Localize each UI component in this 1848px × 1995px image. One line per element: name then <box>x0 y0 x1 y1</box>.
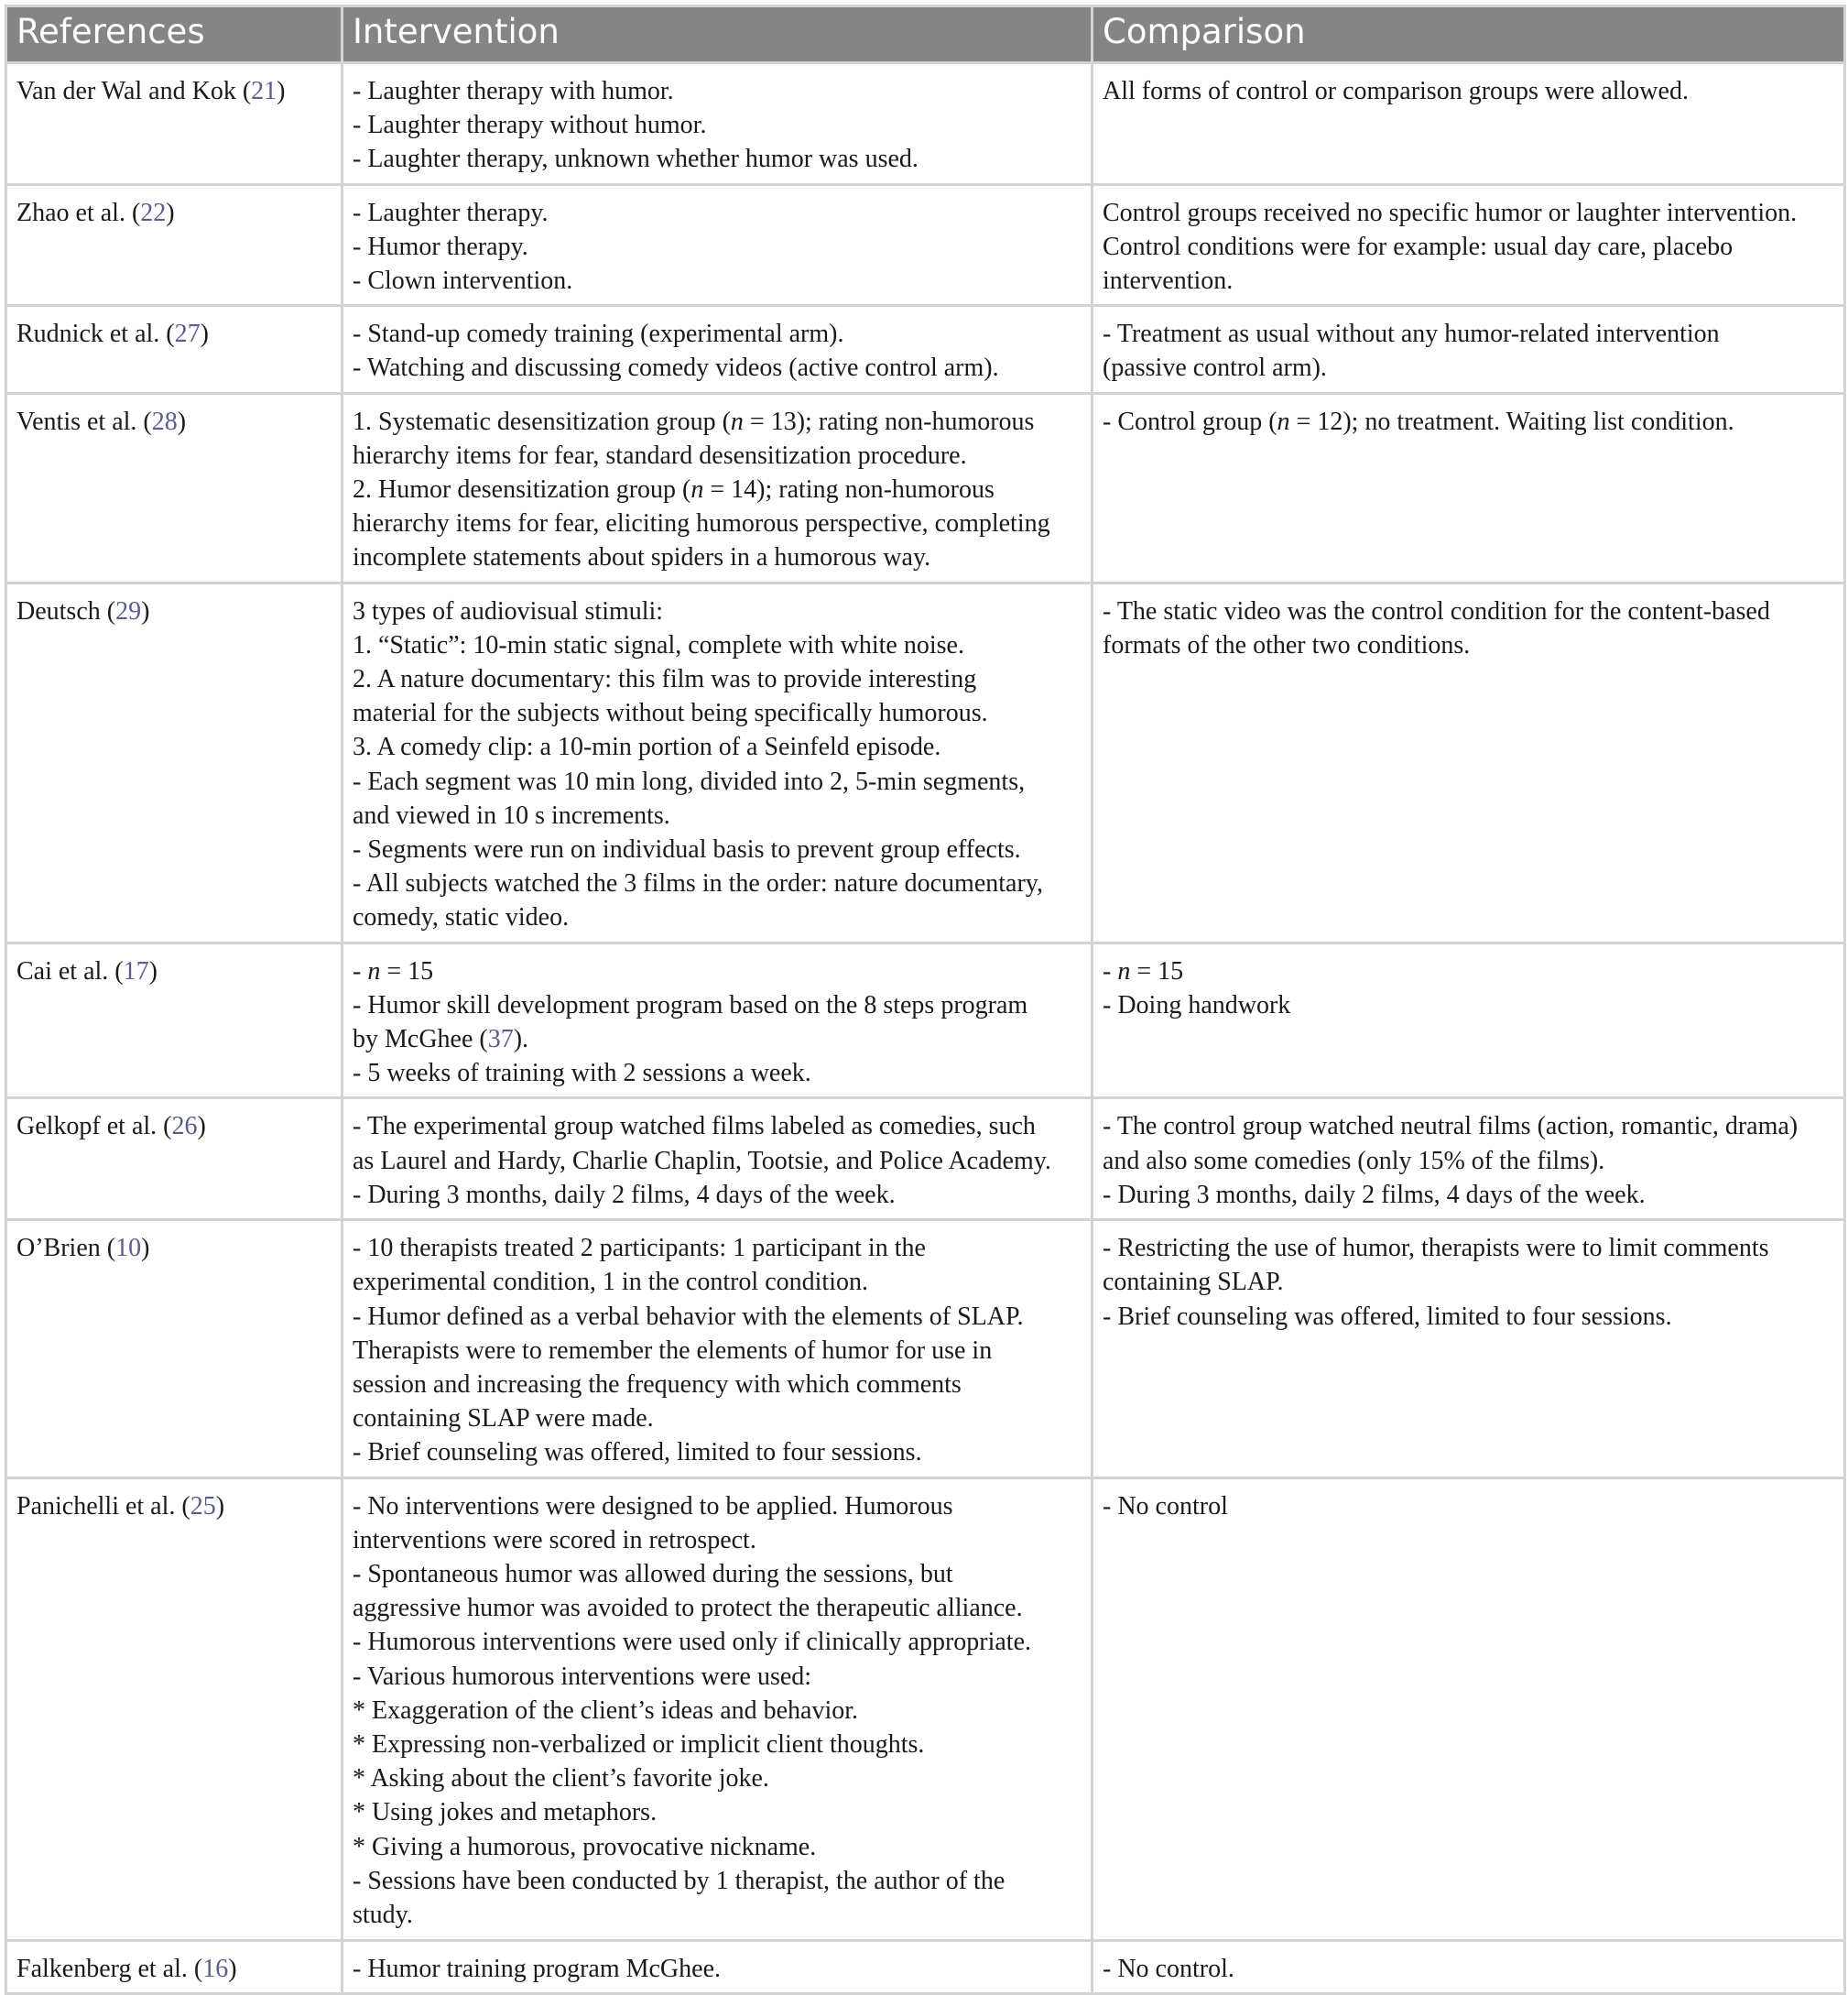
reference-author: O’Brien ( <box>16 1234 116 1263</box>
reference-author: Ventis et al. ( <box>16 407 152 436</box>
comparison-cell <box>1092 1220 1845 1477</box>
citation-link[interactable]: 10 <box>115 1234 142 1263</box>
intervention-line: - Watching and discussing comedy videos (active control arm). <box>353 354 999 383</box>
intervention-line: - Laughter therapy, unknown whether humor was used. <box>353 145 919 174</box>
intervention-line: 2. A nature documentary: this film was to provide interesting <box>353 665 977 694</box>
table-row <box>6 184 1845 306</box>
intervention-line: interventions were scored in retrospect. <box>353 1525 756 1554</box>
intervention-line: 1. Systematic desensitization group (n = 13); rating non-humorous <box>353 407 1035 436</box>
comparison-line: (passive control arm). <box>1103 354 1327 383</box>
header-intervention: Intervention <box>342 6 1092 63</box>
comparison-line: - Treatment as usual without any humor-related intervention <box>1103 320 1720 349</box>
reference-author: Van der Wal and Kok ( <box>16 77 252 105</box>
intervention-line: hierarchy items for fear, standard desensitization procedure. <box>353 441 967 470</box>
intervention-cell <box>342 1940 1092 1993</box>
reference-cell: Cai et al. (17) <box>6 943 342 1098</box>
reference-author: Cai et al. ( <box>16 956 124 986</box>
intervention-cell <box>342 393 1092 583</box>
comparison-cell <box>1092 1940 1845 1993</box>
intervention-line: * Using jokes and metaphors. <box>353 1798 658 1827</box>
comparison-cell <box>1092 63 1845 185</box>
reference-cell: O’Brien (10) <box>6 1220 342 1477</box>
comparison-line: - Brief counseling was offered, limited to four sessions. <box>1103 1302 1672 1331</box>
citation-link[interactable]: 25 <box>190 1491 216 1521</box>
table-row <box>6 63 1845 185</box>
table-row <box>6 1477 1845 1940</box>
intervention-line: 3 types of audiovisual stimuli: <box>353 596 664 626</box>
table-row <box>6 583 1845 943</box>
intervention-line: - Laughter therapy with humor. <box>353 77 674 105</box>
intervention-cell <box>342 63 1092 185</box>
intervention-line: study. <box>353 1900 413 1929</box>
intervention-line: - Humorous interventions were used only if clinically appropriate. <box>353 1628 1032 1657</box>
intervention-line: by McGhee (37). <box>353 1025 529 1054</box>
intervention-line: - No interventions were designed to be applied. Humorous <box>353 1491 953 1521</box>
intervention-line: - 5 weeks of training with 2 sessions a week. <box>353 1059 811 1088</box>
intervention-line: 2. Humor desensitization group (n = 14); rating non-humorous <box>353 475 995 505</box>
intervention-line: 1. “Static”: 10-min static signal, complete with white noise. <box>353 630 964 660</box>
reference-author: Falkenberg et al. ( <box>16 1954 203 1983</box>
comparison-line: - The static video was the control condition for the content-based <box>1103 596 1770 626</box>
table-row <box>6 393 1845 583</box>
intervention-line: - Each segment was 10 min long, divided into 2, 5-min segments, <box>353 767 1026 796</box>
comparison-line: containing SLAP. <box>1103 1268 1284 1297</box>
reference-author: Deutsch ( <box>16 596 116 626</box>
comparison-line: - Restricting the use of humor, therapists were to limit comments <box>1103 1234 1769 1263</box>
comparison-line: - No control <box>1103 1491 1228 1521</box>
comparison-line: - The control group watched neutral films (action, romantic, drama) <box>1103 1112 1799 1141</box>
intervention-cell <box>342 943 1092 1098</box>
intervention-line: session and increasing the frequency with which comments <box>353 1369 962 1399</box>
reference-author: Zhao et al. ( <box>16 198 141 227</box>
citation-link[interactable]: 16 <box>202 1954 229 1983</box>
intervention-line: - During 3 months, daily 2 films, 4 days of the week. <box>353 1180 896 1209</box>
intervention-line: comedy, static video. <box>353 903 570 932</box>
header-references: References <box>6 6 342 63</box>
intervention-line: - Laughter therapy without humor. <box>353 111 707 140</box>
reference-cell: Panichelli et al. (25) <box>6 1477 342 1940</box>
header-row <box>6 6 1845 63</box>
table-body <box>6 63 1845 1994</box>
intervention-cell <box>342 583 1092 943</box>
intervention-cell <box>342 1220 1092 1477</box>
comparison-line: - Doing handwork <box>1103 990 1291 1019</box>
intervention-line: - Humor skill development program based on the 8 steps program <box>353 990 1028 1019</box>
table-row <box>6 1098 1845 1220</box>
reference-cell: Rudnick et al. (27) <box>6 306 342 393</box>
intervention-line: * Expressing non-verbalized or implicit client thoughts. <box>353 1729 925 1759</box>
intervention-line: - Humor therapy. <box>353 232 528 261</box>
intervention-line: - n = 15 <box>353 956 434 986</box>
table-row <box>6 1220 1845 1477</box>
comparison-cell <box>1092 583 1845 943</box>
comparison-line: - n = 15 <box>1103 956 1184 986</box>
citation-link[interactable]: 21 <box>251 77 277 105</box>
table-row <box>6 306 1845 393</box>
intervention-cell <box>342 184 1092 306</box>
citation-link[interactable]: 28 <box>151 407 178 436</box>
intervention-line: * Giving a humorous, provocative nickname. <box>353 1832 817 1861</box>
intervention-line: - Clown intervention. <box>353 267 573 296</box>
comparison-line: Control conditions were for example: usual day care, placebo <box>1103 232 1734 261</box>
references-table <box>5 5 1846 1995</box>
citation-link[interactable]: 22 <box>140 198 167 227</box>
comparison-line: All forms of control or comparison groups were allowed. <box>1103 77 1689 105</box>
comparison-cell <box>1092 306 1845 393</box>
intervention-cell <box>342 1477 1092 1940</box>
reference-cell: Gelkopf et al. (26) <box>6 1098 342 1220</box>
comparison-line: - Control group (n = 12); no treatment. Waiting list condition. <box>1103 407 1734 436</box>
citation-link[interactable]: 29 <box>115 596 142 626</box>
table-header <box>6 6 1845 63</box>
intervention-line: - Humor training program McGhee. <box>353 1954 721 1983</box>
intervention-line: - Stand-up comedy training (experimental arm). <box>353 320 844 349</box>
intervention-line: - The experimental group watched films labeled as comedies, such <box>353 1112 1036 1141</box>
reference-cell: Ventis et al. (28) <box>6 393 342 583</box>
intervention-cell <box>342 306 1092 393</box>
intervention-line: - Laughter therapy. <box>353 198 549 227</box>
citation-link[interactable]: 26 <box>171 1112 198 1141</box>
comparison-cell <box>1092 184 1845 306</box>
reference-author: Gelkopf et al. ( <box>16 1112 172 1141</box>
intervention-line: containing SLAP were made. <box>353 1404 654 1434</box>
intervention-line: * Exaggeration of the client’s ideas and behavior. <box>353 1695 859 1725</box>
intervention-line: and viewed in 10 s increments. <box>353 801 670 830</box>
comparison-line: - No control. <box>1103 1954 1234 1983</box>
intervention-cell <box>342 1098 1092 1220</box>
intervention-line: - Sessions have been conducted by 1 therapist, the author of the <box>353 1866 1006 1895</box>
reference-cell: Zhao et al. (22) <box>6 184 342 306</box>
intervention-line: * Asking about the client’s favorite joke. <box>353 1764 769 1793</box>
reference-cell: Falkenberg et al. (16) <box>6 1940 342 1993</box>
comparison-cell <box>1092 1098 1845 1220</box>
intervention-line: material for the subjects without being specifically humorous. <box>353 699 988 728</box>
intervention-line: - All subjects watched the 3 films in the order: nature documentary, <box>353 869 1043 899</box>
intervention-line: - Humor defined as a verbal behavior with the elements of SLAP. <box>353 1302 1024 1331</box>
intervention-line: as Laurel and Hardy, Charlie Chaplin, Tootsie, and Police Academy. <box>353 1146 1051 1175</box>
intervention-line: - Spontaneous humor was allowed during the sessions, but <box>353 1559 953 1588</box>
intervention-line: - 10 therapists treated 2 participants: 1 participant in the <box>353 1234 926 1263</box>
intervention-line: - Various humorous interventions were used: <box>353 1662 812 1691</box>
comparison-cell <box>1092 1477 1845 1940</box>
reference-cell: Van der Wal and Kok (21) <box>6 63 342 185</box>
table-row <box>6 1940 1845 1993</box>
intervention-line: aggressive humor was avoided to protect the therapeutic alliance. <box>353 1594 1023 1623</box>
reference-author: Panichelli et al. ( <box>16 1491 190 1521</box>
comparison-cell <box>1092 943 1845 1098</box>
intervention-line: 3. A comedy clip: a 10-min portion of a Seinfeld episode. <box>353 733 941 762</box>
citation-link[interactable]: 27 <box>174 320 201 349</box>
citation-link[interactable]: 17 <box>123 956 149 986</box>
header-comparison: Comparison <box>1092 6 1845 63</box>
comparison-line: intervention. <box>1103 267 1234 296</box>
reference-cell: Deutsch (29) <box>6 583 342 943</box>
intervention-line: experimental condition, 1 in the control condition. <box>353 1268 868 1297</box>
comparison-line: and also some comedies (only 15% of the films). <box>1103 1146 1605 1175</box>
intervention-line: - Segments were run on individual basis to prevent group effects. <box>353 835 1021 865</box>
table-row <box>6 943 1845 1098</box>
intervention-line: incomplete statements about spiders in a humorous way. <box>353 543 931 572</box>
intervention-line: hierarchy items for fear, eliciting humorous perspective, completing <box>353 509 1050 539</box>
comparison-line: Control groups received no specific humor or laughter intervention. <box>1103 198 1798 227</box>
comparison-cell <box>1092 393 1845 583</box>
intervention-line: - Brief counseling was offered, limited to four sessions. <box>353 1438 922 1467</box>
intervention-line: Therapists were to remember the elements of humor for use in <box>353 1335 993 1365</box>
reference-author: Rudnick et al. ( <box>16 320 175 349</box>
comparison-line: - During 3 months, daily 2 films, 4 days of the week. <box>1103 1180 1646 1209</box>
comparison-line: formats of the other two conditions. <box>1103 630 1471 660</box>
